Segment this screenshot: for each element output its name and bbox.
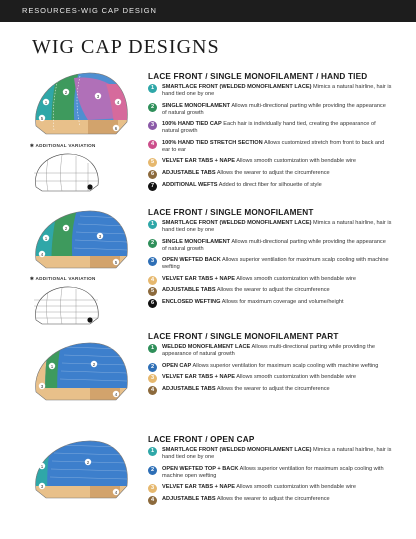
feature-item <box>148 287 392 294</box>
feature-number-badge: 4 <box>148 496 157 505</box>
feature-item <box>148 344 392 358</box>
feature-term: OPEN WEFTED TOP + BACK <box>162 465 239 472</box>
section-title: LACE FRONT / SINGLE MONOFILAMENT / HAND TIED <box>148 72 368 81</box>
feature-item <box>148 466 392 480</box>
feature-number-badge: 7 <box>148 182 157 191</box>
header-bar <box>0 0 416 22</box>
feature-item <box>148 447 392 461</box>
cap-diagram-hand-tied <box>28 68 132 140</box>
feature-term: SMARTLACE FRONT (WELDED MONOFILAMENT LACE) <box>162 447 312 453</box>
section-title: LACE FRONT / SINGLE MONOFILAMENT <box>148 208 314 217</box>
feature-item <box>148 257 392 271</box>
header-label: RESOURCES-WIG CAP DESIGN <box>22 6 157 15</box>
feature-desc: Allows smooth customization with bendable wire <box>236 374 356 381</box>
feature-term: ADJUSTABLE TABS <box>162 495 216 502</box>
feature-number-badge: 3 <box>148 484 157 493</box>
feature-number-badge: 4 <box>148 140 157 149</box>
svg-text:3: 3 <box>96 93 100 99</box>
feature-desc: Allows superior ventilation for maximum scalp cooling with machine wefting <box>192 362 379 369</box>
svg-text:2: 2 <box>86 459 90 465</box>
svg-text:3: 3 <box>40 383 44 389</box>
feature-number-badge: 3 <box>148 257 157 266</box>
svg-text:4: 4 <box>40 251 44 257</box>
feature-number-badge: 1 <box>148 344 157 353</box>
feature-number-badge: 5 <box>148 287 157 296</box>
feature-item <box>148 299 392 306</box>
feature-desc: Each hair is individually hand tied, creating the appearance of natural growth <box>162 121 376 135</box>
feature-item <box>148 182 392 189</box>
feature-number-badge: 6 <box>148 299 157 308</box>
additional-variation-sketch <box>30 284 102 326</box>
feature-term: ADJUSTABLE TABS <box>162 169 216 176</box>
svg-text:1: 1 <box>44 235 48 241</box>
additional-variation <box>30 276 102 331</box>
feature-term: ADDITIONAL WEFTS <box>162 181 218 188</box>
feature-desc: Allows superior ventilation for maximum scalp cooling with machine wefting <box>162 257 389 271</box>
page-title: WIG CAP DESIGNS <box>32 36 220 58</box>
svg-text:4: 4 <box>114 489 118 495</box>
feature-term: VELVET EAR TABS + NAPE <box>162 484 235 491</box>
feature-desc: Allows superior ventilation for maximum scalp cooling with machine open wefting <box>162 465 384 479</box>
svg-text:6: 6 <box>114 125 118 131</box>
feature-term: VELVET EAR TABS + NAPE <box>162 158 235 165</box>
feature-desc: Allows for maximum coverage and volume/height <box>221 298 344 305</box>
feature-number-badge: 2 <box>148 239 157 248</box>
feature-list <box>148 220 392 311</box>
svg-text:1: 1 <box>50 363 54 369</box>
feature-number-badge: 3 <box>148 121 157 130</box>
feature-term: 100% HAND TIED STRETCH SECTION <box>162 139 263 146</box>
svg-text:5: 5 <box>114 259 118 265</box>
feature-desc: Allows the wearer to adjust the circumference <box>216 169 330 176</box>
feature-desc: Allows customized stretch from front to back and ear to ear <box>162 139 385 153</box>
feature-term: OPEN CAP <box>162 362 192 369</box>
section-title: LACE FRONT / OPEN CAP <box>148 435 255 444</box>
additional-variation-label: ✱ ADDITIONAL VARIATION <box>30 276 96 281</box>
feature-number-badge: 4 <box>148 276 157 285</box>
feature-desc: Mimics a natural hairline, hair is hand tied one by one <box>162 447 392 460</box>
svg-text:1: 1 <box>44 99 48 105</box>
svg-text:2: 2 <box>64 225 68 231</box>
feature-list <box>148 447 392 507</box>
feature-item <box>148 239 392 253</box>
feature-number-badge: 1 <box>148 84 157 93</box>
feature-item <box>148 220 392 234</box>
svg-text:3: 3 <box>98 233 102 239</box>
section-title: LACE FRONT / SINGLE MONOFILAMENT PART <box>148 332 339 341</box>
feature-term: WELDED MONOFILAMENT LACE <box>162 344 251 350</box>
svg-text:5: 5 <box>40 115 44 121</box>
feature-number-badge: 1 <box>148 447 157 456</box>
cap-diagram-single-mono <box>28 206 132 274</box>
feature-term: ADJUSTABLE TABS <box>162 385 216 392</box>
feature-item <box>148 170 392 177</box>
feature-number-badge: 2 <box>148 466 157 475</box>
feature-number-badge: 2 <box>148 363 157 372</box>
feature-number-badge: 4 <box>148 386 157 395</box>
feature-item <box>148 374 392 381</box>
feature-desc: Added to direct fiber for silhouette of style <box>218 181 322 188</box>
feature-item <box>148 276 392 283</box>
feature-item <box>148 496 392 503</box>
svg-text:2: 2 <box>64 89 68 95</box>
feature-term: SMARTLACE FRONT (WELDED MONOFILAMENT LACE) <box>162 220 312 226</box>
svg-text:4: 4 <box>114 391 118 397</box>
additional-variation <box>30 143 102 198</box>
additional-variation-label: ✱ ADDITIONAL VARIATION <box>30 143 96 148</box>
feature-desc: Allows the wearer to adjust the circumference <box>216 287 330 294</box>
feature-number-badge: 6 <box>148 170 157 179</box>
feature-term: SINGLE MONOFILAMENT <box>162 238 231 245</box>
feature-desc: Allows multi-directional parting while providing the appearance of natural growth <box>162 344 375 357</box>
feature-term: VELVET EAR TABS + NAPE <box>162 275 235 282</box>
feature-desc: Allows smooth customization with bendable wire <box>236 275 356 282</box>
feature-desc: Allows smooth customization with bendable wire <box>236 484 356 491</box>
feature-list <box>148 84 392 193</box>
feature-desc: Allows smooth customization with bendable wire <box>236 158 356 165</box>
cap-diagram-mono-part <box>28 338 132 406</box>
feature-desc: Allows the wearer to adjust the circumference <box>216 385 330 392</box>
feature-item <box>148 84 392 98</box>
feature-item <box>148 103 392 117</box>
feature-term: OPEN WEFTED BACK <box>162 257 221 264</box>
feature-item <box>148 140 392 154</box>
feature-desc: Allows multi-directional parting while providing the appearance of natural growth <box>162 238 386 252</box>
feature-desc: Allows multi-directional parting while providing the appearance of natural growth <box>162 102 386 116</box>
feature-term: SMARTLACE FRONT (WELDED MONOFILAMENT LACE) <box>162 84 312 90</box>
feature-desc: Mimics a natural hairline, hair is hand tied one by one <box>162 220 392 233</box>
feature-item <box>148 484 392 491</box>
svg-text:3: 3 <box>40 483 44 489</box>
feature-number-badge: 2 <box>148 103 157 112</box>
feature-number-badge: 5 <box>148 158 157 167</box>
feature-term: ENCLOSED WEFTING <box>162 298 221 305</box>
feature-item <box>148 121 392 135</box>
feature-number-badge: 3 <box>148 374 157 383</box>
additional-variation-sketch <box>30 151 102 193</box>
feature-term: SINGLE MONOFILAMENT <box>162 102 231 109</box>
feature-term: VELVET EAR TABS + NAPE <box>162 374 235 381</box>
feature-term: 100% HAND TIED CAP <box>162 121 222 128</box>
feature-number-badge: 1 <box>148 220 157 229</box>
svg-text:1: 1 <box>40 463 44 469</box>
cap-diagram-open-cap <box>28 436 132 504</box>
feature-term: ADJUSTABLE TABS <box>162 287 216 294</box>
svg-text:4: 4 <box>116 99 120 105</box>
feature-item <box>148 158 392 165</box>
svg-text:2: 2 <box>92 361 96 367</box>
feature-list <box>148 344 392 397</box>
feature-desc: Allows the wearer to adjust the circumference <box>216 495 330 502</box>
feature-desc: Mimics a natural hairline, hair is hand tied one by one <box>162 84 392 97</box>
feature-item <box>148 363 392 370</box>
feature-item <box>148 386 392 393</box>
